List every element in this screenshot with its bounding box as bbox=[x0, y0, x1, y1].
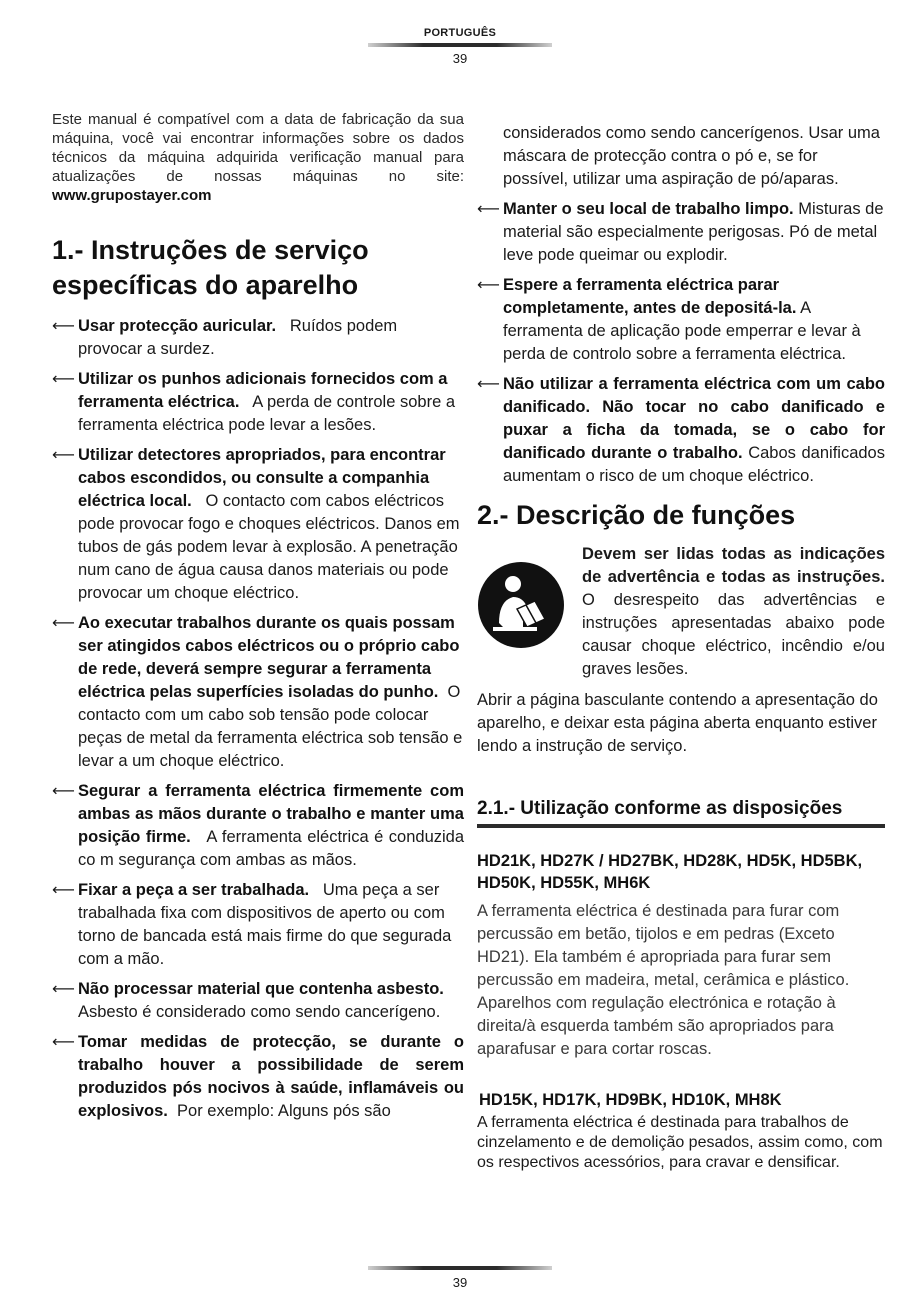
list-item bbox=[52, 612, 464, 773]
item-text: Ruídos podem provocar a surdez. bbox=[78, 317, 398, 358]
read-manual-icon bbox=[477, 561, 565, 649]
arrow-left-icon: ⟵ bbox=[52, 1034, 75, 1051]
arrow-left-icon: ⟵ bbox=[52, 615, 75, 632]
warning-box bbox=[477, 543, 885, 681]
list-item bbox=[52, 1031, 464, 1123]
model-group-2: HD15K, HD17K, HD9BK, HD10K, MH8K bbox=[479, 1091, 782, 1109]
item-text: A ferramenta de aplicação pode emperrar e levar à perda de controlo sobre a ferramenta eléctrica. bbox=[503, 299, 861, 363]
item-bold: Manter o seu local de trabalho limpo. bbox=[503, 200, 794, 218]
section1-title: 1.- Instruções de serviço específicas do aparelho bbox=[52, 235, 369, 300]
item-bold: Usar protecção auricular. bbox=[78, 317, 277, 335]
item-text: Asbesto é considerado como sendo cancerígeno. bbox=[78, 1003, 441, 1021]
header-rule bbox=[368, 43, 552, 47]
website-url[interactable]: www.grupostayer.com bbox=[52, 187, 212, 204]
list-item bbox=[52, 978, 464, 1024]
list-item bbox=[477, 198, 885, 267]
arrow-left-icon: ⟵ bbox=[52, 882, 75, 899]
footer-rule bbox=[368, 1266, 552, 1270]
list-item bbox=[52, 780, 464, 872]
item-text: O contacto com cabos eléctricos pode provocar fogo e choques eléctricos. Danos em tubos de gás podem levar à explosão. A penetração num cano de água causa danos materiais ou pode provocar um choque eléctrico. bbox=[78, 492, 460, 602]
item-bold: Utilizar detectores apropriados, para encontrar cabos escondidos, ou consulte a companhia eléctrica local. bbox=[78, 446, 446, 510]
left-column bbox=[52, 110, 464, 1130]
arrow-left-icon: ⟵ bbox=[477, 277, 500, 294]
list-item bbox=[477, 373, 885, 488]
arrow-left-icon: ⟵ bbox=[477, 376, 500, 393]
item-bold: Não processar material que contenha asbesto. bbox=[78, 980, 444, 998]
list-item bbox=[52, 368, 464, 437]
item-bold: Segurar a ferramenta eléctrica firmemente com ambas as mãos durante o trabalho e manter uma posição firme. bbox=[78, 782, 464, 846]
model-group-1: HD21K, HD27K / HD27BK, HD28K, HD5K, HD5BK, HD50K, HD55K, MH6K bbox=[477, 852, 863, 892]
list-item bbox=[52, 315, 464, 361]
item-text: Cabos danificados aumentam o risco de um choque eléctrico. bbox=[503, 444, 885, 485]
header-page-number: 39 bbox=[452, 51, 468, 66]
item-bold: Utilizar os punhos adicionais fornecidos com a ferramenta eléctrica. bbox=[78, 370, 448, 411]
intro-paragraph bbox=[52, 110, 464, 205]
header-language: PORTUGUÊS bbox=[423, 27, 497, 39]
item-text: A perda de controle sobre a ferramenta eléctrica pode levar a lesões. bbox=[78, 393, 456, 434]
warning-body: O desrespeito das advertências e instruções apresentadas abaixo pode causar choque eléctrico, incêndio e/ou graves lesões. bbox=[582, 591, 885, 678]
usage-text-2: A ferramenta eléctrica é destinada para trabalhos de cinzelamento e de demolição pesados, assim como, com os respectivos acessórios, para cravar e densificar. bbox=[477, 1114, 883, 1171]
item-bold: Não utilizar a ferramenta eléctrica com um cabo danificado. Não tocar no cabo danificado e puxar a ficha da tomada, se o cabo for danificado durante o trabalho. bbox=[503, 375, 885, 462]
list-item bbox=[52, 879, 464, 971]
item-text: Por exemplo: Alguns pós são bbox=[177, 1102, 391, 1120]
item-bold: Fixar a peça a ser trabalhada. bbox=[78, 881, 310, 899]
arrow-left-icon: ⟵ bbox=[52, 783, 75, 800]
warning-text bbox=[582, 543, 885, 681]
arrow-left-icon: ⟵ bbox=[477, 201, 500, 218]
item-text: Uma peça a ser trabalhada fixa com dispositivos de aperto ou com torno de bancada está mais firme do que segurada com a mão. bbox=[78, 881, 452, 968]
arrow-left-icon: ⟵ bbox=[52, 447, 75, 464]
section2-title: 2.- Descrição de funções bbox=[477, 500, 796, 530]
intro-text: Este manual é compatível com a data de fabricação da sua máquina, você vai encontrar informações sobre os dados técnicos da máquina adquirida verificação manual para atualizações de nossas máquinas no site: bbox=[52, 111, 464, 185]
safety-list-right bbox=[477, 198, 885, 488]
list-item-continuation: considerados como sendo cancerígenos. Usar uma máscara de protecção contra o pó e, se for possível, utilizar uma aspiração de pó/aparas. bbox=[503, 124, 880, 188]
list-item bbox=[477, 274, 885, 366]
item-text: Misturas de material são especialmente perigosas. Pó de metal leve pode queimar ou explodir. bbox=[503, 200, 884, 264]
item-bold: Espere a ferramenta eléctrica parar completamente, antes de depositá-la. bbox=[503, 276, 797, 317]
arrow-left-icon: ⟵ bbox=[52, 371, 75, 388]
list-item bbox=[52, 444, 464, 605]
warning-bold: Devem ser lidas todas as indicações de advertência e todas as instruções. bbox=[582, 545, 885, 586]
arrow-left-icon: ⟵ bbox=[52, 981, 75, 998]
item-bold: Ao executar trabalhos durante os quais possam ser atingidos cabos eléctricos ou o próprio cabo de rede, deverá sempre segurar a ferramenta eléctrica pelas superfícies isoladas do punho. bbox=[78, 614, 460, 701]
item-text: A ferramenta eléctrica é conduzida co m segurança com ambas as mãos. bbox=[78, 828, 465, 869]
section2-paragraph: Abrir a página basculante contendo a apresentação do aparelho, e deixar esta página aberta enquanto estiver lendo a instrução de serviço. bbox=[477, 691, 878, 755]
section21-title: 2.1.- Utilização conforme as disposições bbox=[477, 798, 885, 828]
safety-list-left bbox=[52, 315, 464, 1123]
arrow-left-icon: ⟵ bbox=[52, 318, 75, 335]
footer-page-number: 39 bbox=[452, 1275, 468, 1290]
right-column bbox=[477, 122, 885, 1173]
usage-text-1: A ferramenta eléctrica é destinada para furar com percussão em betão, tijolos e em pedras (Exceto HD21). Ela também é apropriada para furar sem percussão em madeira, metal, cerâmica e plástico. Aparelhos com regulação electrónica e rotação à direita/à esquerda também são apropriados para aparafusar e para cortar roscas. bbox=[477, 902, 850, 1058]
item-bold: Tomar medidas de protecção, se durante o trabalho houver a possibilidade de serem produzidos pós nocivos à saúde, inflamáveis ou explosivos. bbox=[78, 1033, 464, 1120]
item-text: O contacto com um cabo sob tensão pode colocar peças de metal da ferramenta eléctrica sob tensão e levar a um choque eléctrico. bbox=[78, 683, 463, 770]
